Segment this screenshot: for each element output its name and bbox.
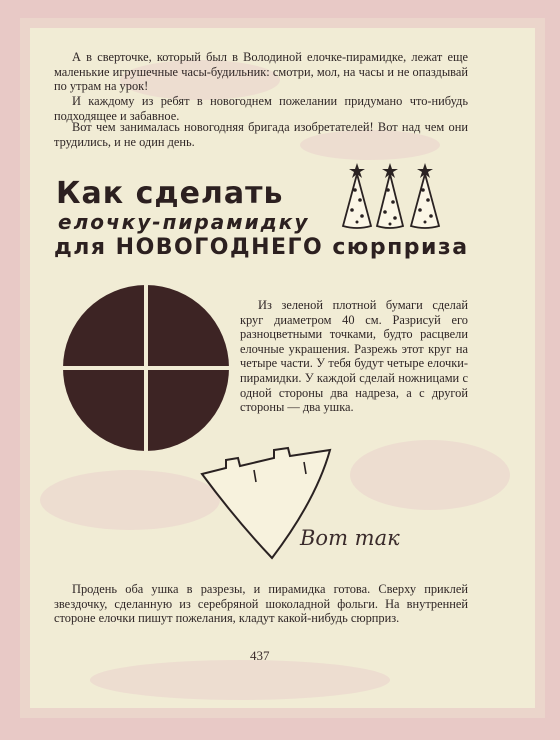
closing-paragraph: Продень оба ушка в разрезы, и пирамидка готова. Сверху приклей звездочку, сделанную из серебряной шоколадной фольги. На внутренней стороне елочки пишут пожелания, кладут какой-нибудь сюрприз. (54, 582, 468, 626)
paper-stain (350, 440, 510, 510)
paper-stain (40, 470, 220, 530)
paragraph: И каждому из ребят в новогоднем пожелании придумано что-нибудь подходящее и забавное. (54, 94, 468, 123)
christmas-trees-icon (335, 160, 445, 232)
figure-caption: Вот так (300, 526, 400, 550)
quartered-circle-illustration (60, 282, 232, 454)
instructions-text: Из зеленой плотной бумаги сделай круг диаметром 40 см. Разрисуй его разноцветными точками, будто расцвели елочные украшения. Разрежь этот круг на четыре части. У тебя будут четыре елочки-пирамидки. У каждой сделай ножницами с одной стороны два надреза, а с другой стороны — два ушка. (240, 298, 468, 415)
page-number: 437 (250, 648, 270, 663)
paragraph: Вот чем занималась новогодняя бригада изобретателей! Вот над чем они трудились, и не один день. (54, 120, 468, 149)
title-line-1: Как сделать (56, 176, 284, 211)
paper-stain (90, 660, 390, 700)
title-line-2: елочку-пирамидку (58, 210, 310, 234)
title-line-3: для НОВОГОДНЕГО сюрприза (54, 235, 469, 260)
paragraph: А в сверточке, который был в Володиной елочке-пирамидке, лежат еще маленькие игрушечные часы-будильник: смотри, мол, на часы и не опаздывай по утрам на урок! (54, 50, 468, 94)
